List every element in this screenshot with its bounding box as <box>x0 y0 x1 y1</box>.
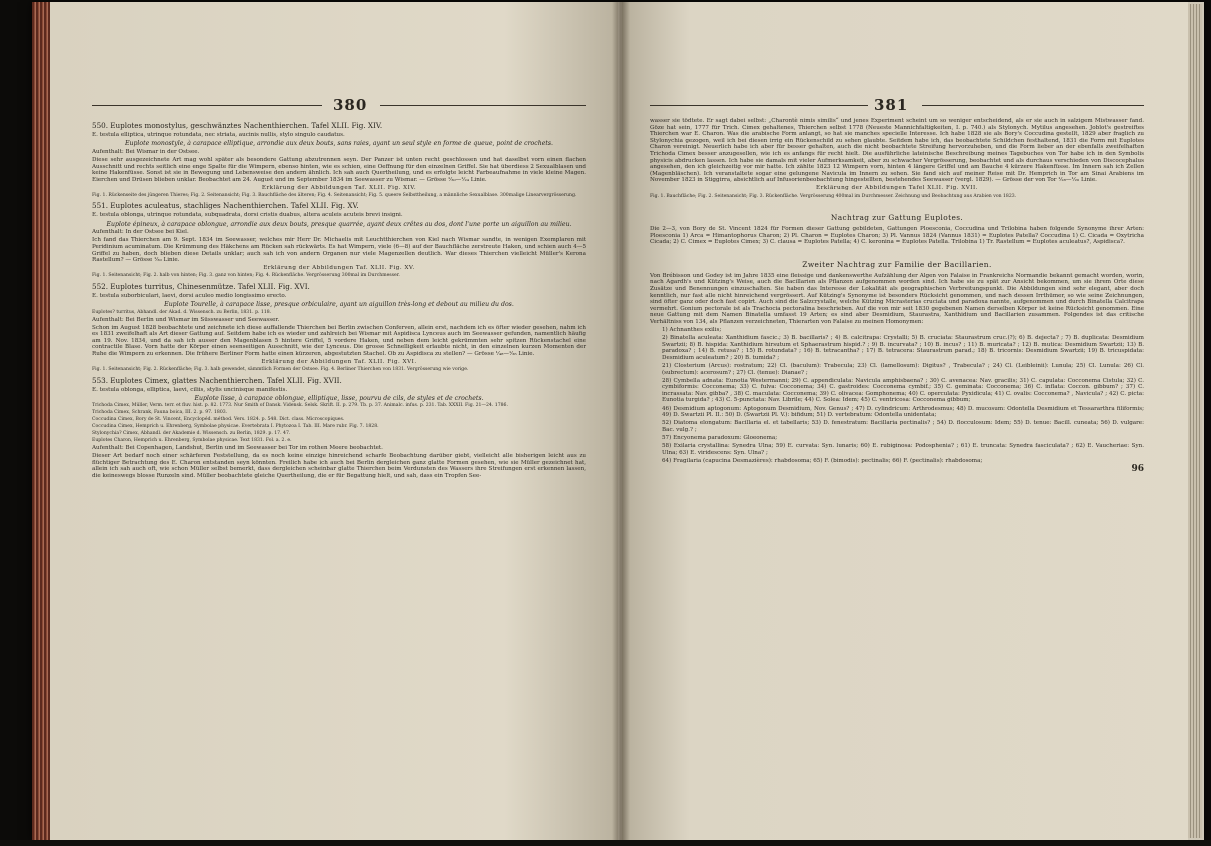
paragraph: Aufenthalt: In der Ostsee bei Kiel. <box>92 229 189 236</box>
book-edge-right <box>1188 4 1202 838</box>
section-heading: Nachtrag zur Gattung Euplotes. <box>830 212 964 222</box>
synonym-list-item: 64) Fragilaria (capucina Desmazières): rhabdosoma; 65) F. (bimodis): pectinalis; 66) F. (pectinalis): rhabdosoma; <box>662 457 983 464</box>
species-heading: 551. Euplotes aculeatus, stachliges Nachenthierchen. Tafel XLII. Fig. XV. <box>92 201 359 211</box>
left-page <box>50 2 618 840</box>
paragraph: Die 2—3, von Bory de St. Vincent 1824 für Formen dieser Gattung gebildeten, Gattungen Ploesconia, Coccudina und Trilobina haben folgende Synonyme ihrer Arten: Ploesconia 1) Arca = Himantophorus Charon; 2) Pl. Charon = Euplotes Charon; 3) Pl. Vannus 1824 (Vannus 1831) = Euplotes Patella? Coccudina 1) C. Cicada = Oxytricha Cicada; 2) C. Cimex = Euplotes Cimex; 3) C. clausa = Euplotes Patella; 4) C. keronina = Euplotes Patella. Trilobina 1) Tr. Rastellum = Euplotes aculeatus?, Aspidisca?. <box>650 225 1144 246</box>
small-print: Fig. 1. Rückenseite des jüngeren Thieres; Fig. 2. Seitenansicht; Fig. 3. Bauchfläche des älteren; Fig. 4. Seitenansicht; Fig. 5. queere Selbsttheilung, a männliche Sexualblase. 300malige Linearvergrösserung. <box>92 192 577 198</box>
small-print: Trichoda Cimex, Müller, Verm. terr. et fluv. hist. p. 82. 1773. Nur Smith of Dansk. Vidensk. Selsk. Skrift. II. p. 279. Tb. p. 37. Animalc. infus. p. 231. Tab. XXXII. Fig. 21—24. 1786. <box>92 403 508 409</box>
page-number: 380 <box>333 96 368 114</box>
paragraph: wasser sie tödtete. Er sagt dabei selbst: „Charontè nimis similis“ und jenes Experiment scheint um so weniger entscheidend, als er sie auch in salzigem Mistwasser fand. Göze hat sein, 1777 für Trich. Cimex gehaltenes, Thierchen selbst 1778 (Neueste Mannichfaltigkeiten, I. p. 740.) als Stylonych. Mytilus angesehen. Joblot's gestreiftes Thierchen war E. Charon. Was die arabische Form anlangt, so hat sie manches specielle Interesse. Ich habe 1828 sie als Bory's Coccudina gestellt, 1829 aber fraglich zu Stylonychia gezogen, weil ich bei diesen irrig ein Rückenschild zu sehen glaubte. Seitdem habe ich, das beobachtete Schildchen festhaltend, 1831 die Form mit Euplotes Charon vereinigt. Neuerlich habe ich aber für besser gehalten, auch die nicht beobachtete Streifung hervorzuheben, und die Form lieber an der ebenfalls zweifelhaften Trichoda Cimex besser anzugesellen, wie ich es anfangs für recht hielt. Die ausführliche lateinische Beschreibung meines Tagebuches von Tor habe ich in den Symbolis physicis abdrucken lassen. Ich habe sie damals mit vieler Aufmerksamkeit, aber zu schwacher Vergrösserung, beobachtet und als durchaus verschieden von Discocephalus angesehen, den ich gleichzeitig vor mir hatte. Ich zählte 1823 12 Wimpern vorn, hinten 4 längere Griffel und am Bauche 4 kürzere Hakenfüsse. Im Innern sah ich Zellen (Magenbläschen). Ich veranstaltete sogar eine gelungene Navicula im Innern zu sehen. Sie fand sich auf meiner Reise mit Dr. Hemprich in Tor am Sinai Arabiens im November 1823 in Stiggirra, absichtlich auf Infusorienbeobachtung hingestellten, bestehendes Seewasser (vergl. 1829). — Grösse der von Tor ¹⁄₂₈—¹⁄₂₀ Linie. <box>650 118 1144 184</box>
paragraph: E. testula elliptica, utrinque rotundata, nec striata, aucinis nullis, stylo singulo caudatus. <box>92 132 345 139</box>
species-heading: 553. Euplotes Cimex, glattes Nachenthierchen. Tafel XLII. Fig. XVII. <box>92 375 342 385</box>
paragraph: E. testula oblonga, elliptica, laevi, ciliis, stylis uncinisque manifestis. <box>92 386 288 393</box>
french-description: Euplote épineux, à carapace oblongue, arrondie aux deux bouts, presque quarrée, ayant deux crêtes au dos, dont l'une porte un aiguillon au milieu. <box>106 220 572 228</box>
synonym-list-item: 52) Diatoma elongatum: Bacillaria el. et tabellaris; 53) D. fenestratum: Bacillaria pectinalis? ; 54) D. flocculosum: Idem; 55) D. tenue: Bacill. cuneata; 56) D. vulgare: Bac. vulg.? ; <box>662 420 1144 433</box>
book-gutter <box>612 2 630 840</box>
figure-caption-heading: Erklärung der Abbildungen Taf. XLII. Fig. XIV. <box>261 184 417 191</box>
french-description: Euplote lisse, à carapace oblongue, elliptique, lisse, pourvu de cils, de styles et de crochets. <box>194 394 484 402</box>
small-print: Coccudina Cimex, Hemprich u. Ehrenberg, Symbolae physicae. Evertebrata I. Phytozoa I. Tab. III. Mare rubr. Fig. 7. 1828. <box>92 424 379 430</box>
small-print: Fig. 1. Bauchfläche; Fig. 2. Seitenansicht; Fig. 3. Rückenfläche. Vergrösserung 400mal im Durchmesser. Zeichnung und Beobachtung aus Arabien von 1823. <box>650 193 1017 199</box>
book-edge-left <box>32 2 50 840</box>
small-print: Fig. 1. Seitenansicht; Fig. 2. halb von hinten; Fig. 3. ganz von hinten; Fig. 4. Rückenfläche. Vergrösserung 300mal im Durchmesser. <box>92 273 400 279</box>
paragraph: E. testula oblonga, utrinque rotundata, subquadrata, dorsi cristis duabus, altera aculeis acuteis brevi insigni. <box>92 212 403 219</box>
small-print: Euplotes Charon, Hemprich u. Ehrenberg, Symbolae physicae. Text 1831. Fol. a. 2. e. <box>92 438 292 443</box>
french-description: Euplote monostyle, à carapace elliptique, arrondie aux deux bouts, sans raies, ayant un seul style en forme de queue, point de crochets. <box>124 140 554 148</box>
figure-caption-heading: Erklärung der Abbildungen Taf. XLII. Fig. XVI. <box>261 359 417 366</box>
french-description: Euplote Tourelle, à carapace lisse, presque orbiculaire, ayant un aiguillon très-long et debout au milieu du dos. <box>164 300 514 308</box>
paragraph: Ich fand das Thierchen am 9. Sept. 1834 im Seewasser, welches mir Herr Dr. Michaelis mit Leuchtthierchen von Kiel nach Wismar sandte, in wenigen Exemplaren mit Peridinium acuminatum. Die Krümmung des Häkchens am Rücken sah rückwärts. Es hat Wimpern, viele (6—8) auf der Bauchfläche zerstreute Haken, und schien auch 4—5 Griffel zu haben, doch blieben diese Details unklar; auch sah ich von andern Organen nur viele Magenzellen deutlich. War dieses Thierchen vielleicht Müller's Kerona Rastellum? — Grösse ¹⁄₃₀ Linie. <box>92 237 586 264</box>
signature-number: 96 <box>1131 463 1144 474</box>
paragraph: Aufenthalt: Bei Wismar in der Ostsee. <box>92 148 200 155</box>
paragraph: Schon im August 1828 beobachtete und zeichnete ich diese auffallende Thierchen bei Berlin zwischen Conferven, allein erst, nachdem ich es öfter wieder gesehen, nahm ich es 1831 zweifelhaft als Art dieser Gattung auf. Seitdem habe ich es wieder und zahlreich bei Wismar mit Aspidisca Lynceus auch im Seewasser gefunden, namentlich häufig am 19. Nov. 1834, und da sah ich ausser den Magenblasen 5 hintere Griffel, 5 vordere Haken, und neben dem leicht gekrümmten sehr spitzen Rückenstachel eine contractile Blase. Vorn hatte der Körper einen seenseitigen Ausschnitt, wie der Lynceus. Die grosse Schnelligkeit erlaubte nicht, in den einzelnen kurzen Momenten der Ruhe die Wimpern zu erkennen. Die frühere Berliner Form hatte einen kürzeren, abgestutzten Stachel. Ob zu Aspidisca zu stellen? — Grösse ¹⁄₄₈—¹⁄₃₆ Linie. <box>92 324 586 357</box>
header-rule-left <box>92 105 322 106</box>
small-print: Fig. 1. Seitenansicht; Fig. 2. Rückenfläche; Fig. 3. halb gewendet, sämmtlich Formen der Ostsee. Fig. 4. Berliner Thierchen von 1831. Vergrösserung wie vorige. <box>92 367 469 373</box>
synonym-list-item: 1) Achnanthes exilis; <box>662 326 722 333</box>
small-print: Trichoda Cimex, Schrank, Fauna boica, III. 2. p. 97. 1803. <box>92 410 228 416</box>
small-print: Stylonychia? Cimex, Abhandl. der Akademie d. Wissensch. zu Berlin, 1829. p. 17. 47. <box>92 431 291 437</box>
synonym-list-item: 46) Desmidium aptogonum: Aptogonum Desmidium, Nov. Genus? ; 47) D. cylindricum: Arthrodesmus; 48) D. mucosum: Odontella Desmidium et Tessararthra filiformis; 49) D. Swartzii Pl. II.: 50) D. (Swartzii Pl. V.): bifidum; 51) D. vertebratum: Odontella unidentata; <box>662 405 1144 419</box>
paragraph: Von Brébisson und Godey ist im Jahre 1835 eine fleissige und dankenswerthe Aufzählung der Algen von Falaise in Frankreichs Normandie bekannt gemacht worden, worin, nach Agardh's und Kützing's Weise, auch die Bacillarien als Pflanzen aufgenommen worden sind. Ich habe sie zu spät zur Ansicht bekommen, um sie ihrem Orte diese Zusätze und Benennungen einzuschalten. Sie haben das Interesse der Lokalität als geographischen Verbreitungspunkt. Die Abbildungen sind sehr elegant, aber doch kenntlich, nur fast alle nicht hinreichend vergrössert. Auf Kützing's Synonyme ist besonders Rücksicht genommen, und nach dessen Irrthümer, so wie seine Zeichnungen, sind öfter ganz oder doch fast copirt. Auch sind die Salzcrystalle, welche Kützing Micrasterias cruciata und paradoxa nannte, aufgenommen und durch Binatella Calcitrapa vermehrt. Gonium pectorale ist als Trachocia pectoralina beschrieben. Auf die von mir seit 1830 gegebenen Namen derselben Körper ist keine Rücksicht genommen. Eine neue Gattung mit dem Namen Binatella umfasst 19 Arten; es sind aber Desmidium, Staurastra, Xanthidium und Bacillarien zusammen. Folgendes ist das critische Verhältniss von 134, als Pflanzen verzeichneten, Thierarten von Falaise zu meinen Homonymen: <box>650 272 1144 325</box>
figure-caption-heading: Erklärung der Abbildungen Tafel XLII. Fig. XVII. <box>816 185 978 192</box>
paragraph: E. testula suborbiculari, laevi, dorsi aculeo medio longissimo erecto. <box>92 292 287 299</box>
figure-caption-heading: Erklärung der Abbildungen Taf. XLII. Fig. XV. <box>263 265 415 272</box>
synonym-list-item: 28) Cymbella adnata: Eunotia Westermanni; 29) C. appendiculata: Navicula amphisbaena? ; 30) C. avenacea: Nav. gracilis; 31) C. capulata: Cocconema Cistula; 32) C. cymbiformis: Cocconema; 33) C. fulva: Cocconema; 34) C. gastroides: Cocconema cymbif.; 35) C. geminata: Cocconema; 36) C. inflata: Coccon. gibbum? ; 37) C. incrassata: Nav. gibba? , 38) C. maculata: Cocconema; 39) C. olivacea: Gomphonema; 40) C. operculata: Pyxidicula; 41) C. ovalis: Cocconema? , Navicula? ; 42) C. picta: Eunotia turgida? ; 43) C. 5-punctata: Nav. Librile; 44) C. Solea: Idem; 45) C. ventricosa: Cocconema gibbum; <box>662 377 1144 404</box>
paragraph: Diese sehr ausgezeichnete Art mag wohl später als besondere Gattung abzutrennen seyn. Der Panzer ist unten recht geschlossen und hat daselbst vorn einen flachen Ausschnitt und rechts seitlich eine enge Spalte für die Wimpern, ebenso hinten, wie es schien, eine Oeffnung für den einzelnen Griffel. Sie hat überdiess 2 Sexualblasen und keine Hakenfüsse. Sonst ist sie in Bewegung und Lebensweise den andern ähnlich. Ich sah auch Quertheilung, und es erfolgte leicht Farbeaufnahme in viele kleine Magen. Eierchen und Drüsen blieben unklar. Beobachtet am 24. August und im September 1834 im Seewasser zu Wismar. — Grösse ¹⁄₃₀—¹⁄₂₄ Linie. <box>92 156 586 183</box>
right-page <box>622 2 1188 840</box>
paragraph: Dieser Art bedarf noch einer schärferen Feststellung, da es noch keine einzige hinreichend scharfe Beobachtung darüber giebt, vielleicht alle bisherigen leicht aus zu flüchtiger Betrachtung des E. Charon entstanden seyn könnten. Freilich habe ich auch bei Berlin dergleichen ganz glatte Formen gesehen, wie sie Müller gezeichnet hat, allein ich sah auch oft, wie schon Müller selbst bemerkt, dass dergleichen scheinbar glatte Thierchen beim Verdunsten des Wassers ihre Streifungen erst erkennen lassen, die keineswegs blosse Runzeln sind. Müller beobachtete gleiche Quertheilung, die er für Begattung hielt, und sah, dass ein Tropfen See- <box>92 453 586 479</box>
paragraph: Aufenthalt: Bei Berlin und Wismar im Süsswasser und Seewasser. <box>92 316 280 323</box>
synonym-list-item: 21) Closterium (Arcus): rostratum; 22) Cl. (baculum): Trabecula; 23) Cl. (lamellosum): Digitus? , Trabecula? ; 24) Cl. (Leibleinii): Lunula; 25) Cl. Lunula: 26) Cl. (subrectum): acerosum? ; 27) Cl. (tenue): Dianae? ; <box>662 362 1144 376</box>
header-rule-right <box>922 105 1144 106</box>
header-rule-left <box>650 105 868 106</box>
section-heading: Zweiter Nachtrag zur Familie der Bacillarien. <box>802 259 992 269</box>
page-text <box>650 118 1144 820</box>
small-print: Coccudina Cimex, Bory de St. Vincent, Encyclopéd. méthod. Vers. 1824. p. 548. Dict. class. Microscopiques. <box>92 417 345 423</box>
page-number: 381 <box>874 96 909 114</box>
header-rule-right <box>380 105 586 106</box>
species-heading: 550. Euplotes monostylus, geschwänztes Nachenthierchen. Tafel XLII. Fig. XIV. <box>92 121 383 130</box>
synonym-list-item: 2) Binatella aculeata: Xanthidium fascic.; 3) B. bacillaris? ; 4) B. calcitrapa: Crystalli; 5) B. cruciata: Staurastrum cruc.(?); 6) B. dejecta? ; 7) B. duplicata: Desmidium Swartzii; 8) B. hispida: Xanthidium hirsutum et Sphaerastrum hispid.? ; 9) B. incurvata? ; 10) B. incus? ; 11) B. muricata? ; 12) B. mutica: Desmidium Swartzii; 13) B. paradoxa? ; 14) B. retusa? ; 15) B. rotundata? ; 16) B. tetracantha? ; 17) B. tetracera: Staurastrum parad.; 18) B. tricornis: Desmidium Swartzii; 19) B. tricuspidata: Desmidium aculeatum? ; 20) B. tumida? ; <box>662 335 1144 361</box>
table-surface <box>0 840 1211 846</box>
synonym-list-item: 58) Exilaria crystallina: Synedra Ulna; 59) E. curvata: Syn. lunaris; 60) E. rubiginosa: Podosphenia? ; 61) E. truncata: Synedra fasciculata? ; 62) E. Vaucheriae: Syn. Ulna; 63) E. viridescens: Syn. Ulna? ; <box>662 442 1144 456</box>
species-heading: 552. Euplotes turritus, Chinesenmütze. Tafel XLII. Fig. XVI. <box>92 281 310 291</box>
page-text <box>92 118 586 820</box>
paragraph: Aufenthalt: Bei Copenhagen, Landshut, Berlin und im Seewasser bei Tor im rothen Meere beobachtet. <box>92 444 383 451</box>
small-print: Euplotes? turritus, Abhandl. der Akad. d. Wissensch. zu Berlin, 1831. p. 118. <box>92 309 272 315</box>
synonym-list-item: 57) Encyonema paradoxum: Gloeonema; <box>662 434 778 441</box>
